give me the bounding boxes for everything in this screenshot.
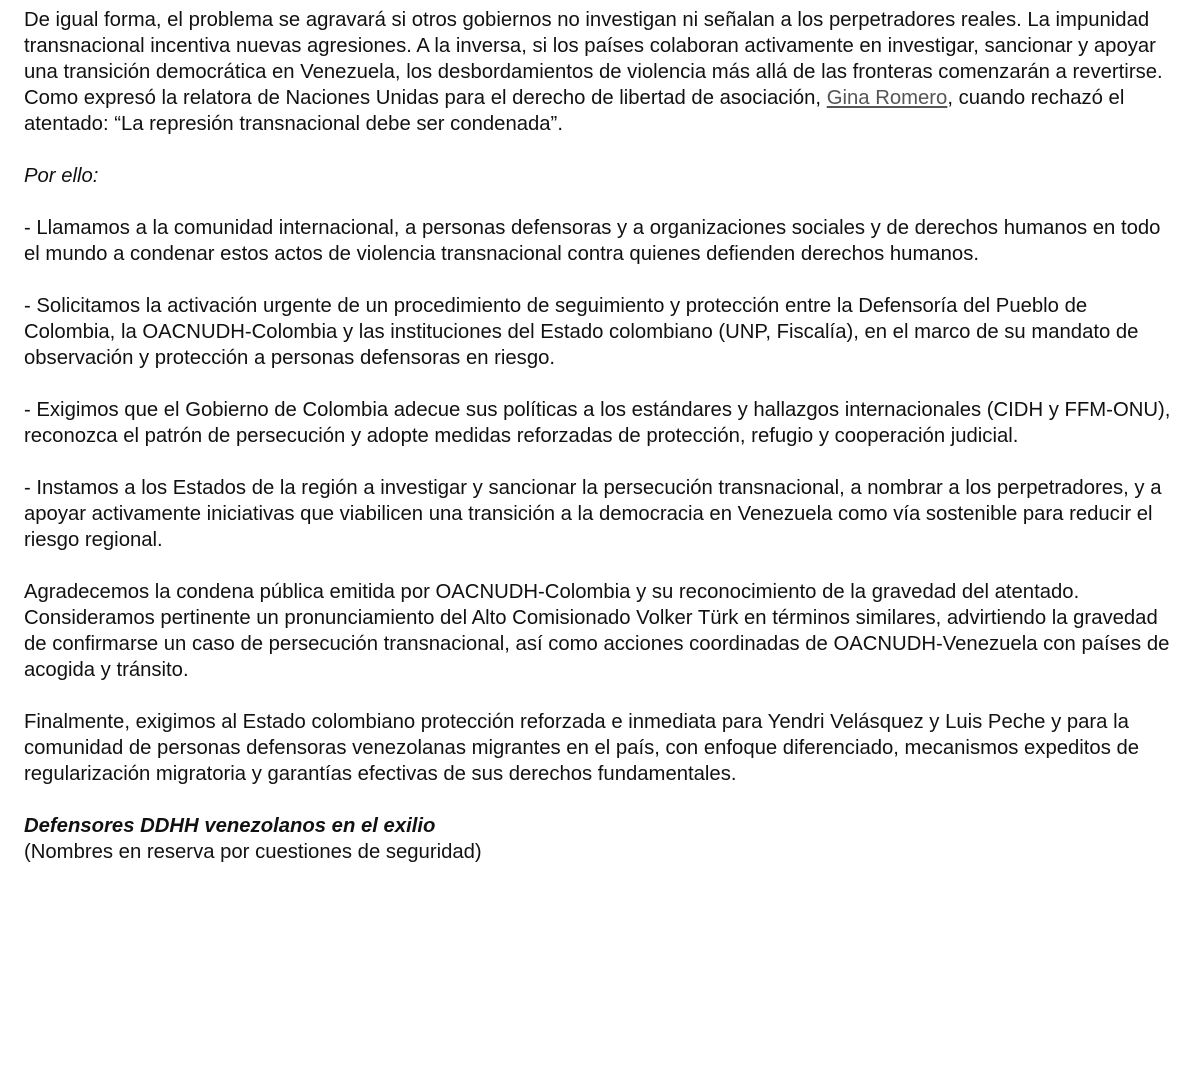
paragraph-gratitude: Agradecemos la condena pública emitida por OACNUDH-Colombia y su reconocimiento de la gravedad del atentado. Consideramos pertinente un pronunciamiento del Alto Comisionado Volker Türk en términos similares, advirtiendo la gravedad de confirmarse un caso de persecución transnacional, así como acciones coordinadas de OACNUDH-Venezuela con países de acogida y tránsito. [24, 581, 1170, 681]
signature-name: Defensores DDHH venezolanos en el exilio [24, 815, 436, 837]
demand-item-regional-states: - Instamos a los Estados de la región a investigar y sancionar la persecución transnacional, a nombrar a los perpetradores, y a apoyar activamente iniciativas que viabilicen una transición a la democracia en Venezuela como vía sostenible para reducir el riesgo regional. [24, 477, 1162, 551]
demand-item-condemn: - Llamamos a la comunidad internacional, a personas defensoras y a organizaciones sociales y de derechos humanos en todo el mundo a condenar estos actos de violencia transnacional contra quienes defienden derechos humanos. [24, 217, 1161, 265]
signature-note: (Nombres en reserva por cuestiones de seguridad) [24, 841, 482, 863]
signature-block [24, 813, 1174, 865]
paragraph-text-continued: , cuando rechazó el atentado: “La represión transnacional debe ser condenada”. [24, 87, 1125, 135]
document-body [24, 7, 1174, 891]
demand-item-colombia-policies: - Exigimos que el Gobierno de Colombia adecue sus políticas a los estándares y hallazgos internacionales (CIDH y FFM-ONU), reconozca el patrón de persecución y adopte medidas reforzadas de protección, refugio y cooperación judicial. [24, 399, 1171, 447]
gina-romero-link[interactable]: Gina Romero [826, 87, 948, 109]
paragraph-closing: Finalmente, exigimos al Estado colombiano protección reforzada e inmediata para Yendri Velásquez y Luis Peche y para la comunidad de personas defensoras venezolanas migrantes en el país, con enfoque diferenciado, mecanismos expeditos de regularización migratoria y garantías efectivas de sus derechos fundamentales. [24, 711, 1140, 785]
intro-heading: Por ello: [24, 165, 99, 187]
paragraph-impunity [24, 7, 1174, 137]
demand-item-protection-procedure: - Solicitamos la activación urgente de un procedimiento de seguimiento y protección entre la Defensoría del Pueblo de Colombia, la OACNUDH-Colombia y las instituciones del Estado colombiano (UNP, Fiscalía), en el marco de su mandato de observación y protección a personas defensoras en riesgo. [24, 295, 1139, 369]
paragraph-text: De igual forma, el problema se agravará si otros gobiernos no investigan ni señalan a los perpetradores reales. La impunidad transnacional incentiva nuevas agresiones. A la inversa, si los países colaboran activamente en investigar, sancionar y apoyar una transición democrática en Venezuela, los desbordamientos de violencia más allá de las fronteras comenzarán a revertirse. Como expresó la relatora de Naciones Unidas para el derecho de libertad de asociación, [24, 9, 1163, 109]
